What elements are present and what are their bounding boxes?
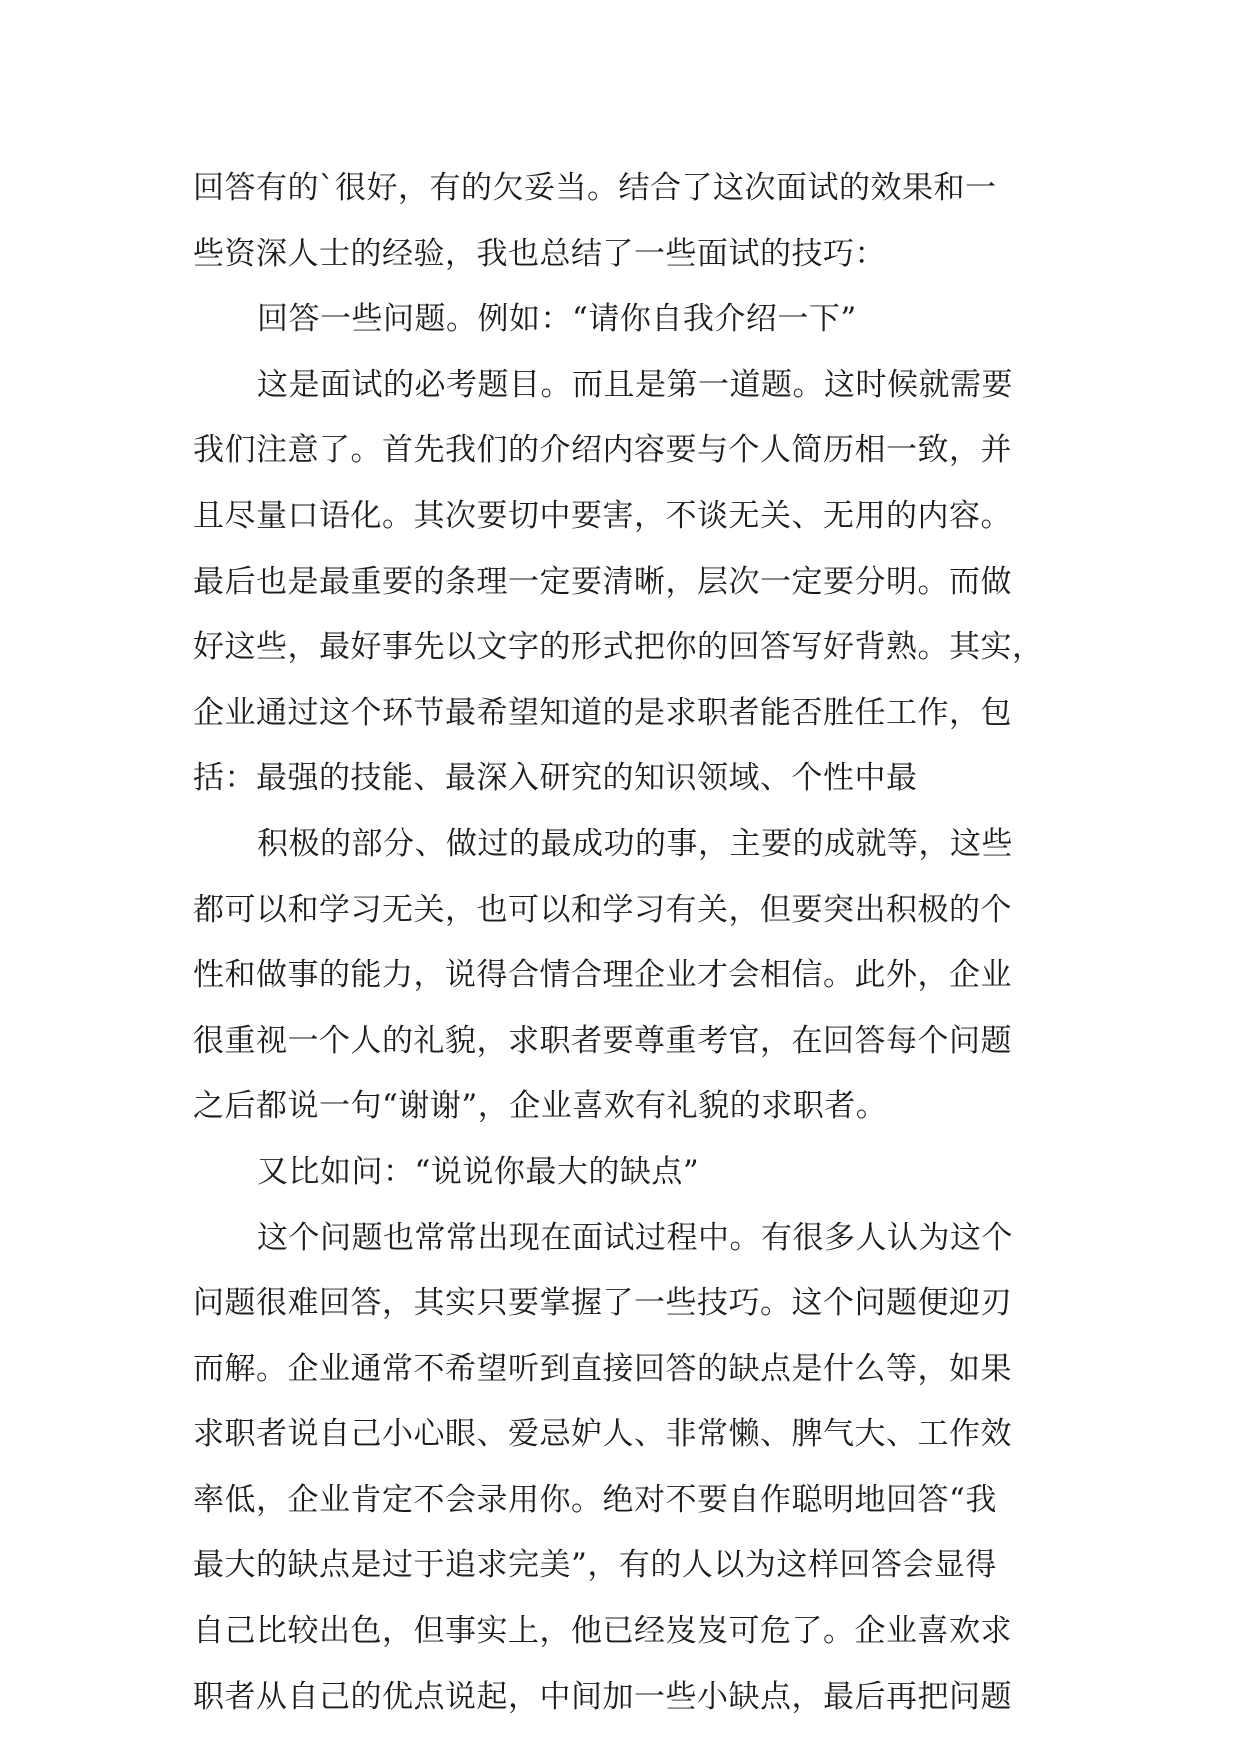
text-line: 问题很难回答，其实只要掌握了一些技巧。这个问题便迎刃 — [193, 1285, 1012, 1322]
text-line: 好这些，最好事先以文字的形式把你的回答写好背熟。其实， — [193, 629, 1044, 666]
text-line: 企业通过这个环节最希望知道的是求职者能否胜任工作，包 — [193, 694, 1012, 731]
text-line: 积极的部分、做过的最成功的事，主要的成就等，这些 — [257, 825, 1013, 862]
text-line: 些资深人士的经验，我也总结了一些面试的技巧： — [193, 235, 886, 272]
text-line: 求职者说自己小心眼、爱忌妒人、非常懒、脾气大、工作效 — [193, 1416, 1012, 1453]
text-line: 我们注意了。首先我们的介绍内容要与个人简历相一致，并 — [193, 432, 1012, 469]
text-line: 职者从自己的优点说起，中间加一些小缺点，最后再把问题 — [193, 1678, 1012, 1715]
text-line: 而解。企业通常不希望听到直接回答的缺点是什么等，如果 — [193, 1350, 1012, 1387]
text-line: 括：最强的技能、最深入研究的知识领域、个性中最 — [193, 760, 918, 797]
text-line: 都可以和学习无关，也可以和学习有关，但要突出积极的个 — [193, 891, 1012, 928]
document-body — [193, 156, 1053, 1730]
text-line: 且尽量口语化。其次要切中要害，不谈无关、无用的内容。 — [193, 497, 1012, 534]
text-line: 最后也是最重要的条理一定要清晰，层次一定要分明。而做 — [193, 563, 1012, 600]
text-line: 很重视一个人的礼貌，求职者要尊重考官，在回答每个问题 — [193, 1022, 1012, 1059]
text-line: 这是面试的必考题目。而且是第一道题。这时候就需要 — [257, 366, 1013, 403]
text-line: 之后都说一句“谢谢”，企业喜欢有礼貌的求职者。 — [193, 1088, 888, 1125]
text-line: 这个问题也常常出现在面试过程中。有很多人认为这个 — [257, 1219, 1013, 1256]
text-line: 回答一些问题。例如：“请你自我介绍一下” — [257, 301, 857, 338]
text-line: 自己比较出色，但事实上，他已经岌岌可危了。企业喜欢求 — [193, 1613, 1012, 1650]
text-line: 最大的缺点是过于追求完美”，有的人以为这样回答会显得 — [193, 1547, 997, 1584]
text-line: 率低，企业肯定不会录用你。绝对不要自作聪明地回答“我 — [193, 1481, 997, 1518]
text-line: 回答有的`很好，有的欠妥当。结合了这次面试的效果和一 — [193, 170, 997, 206]
text-line: 性和做事的能力，说得合情合理企业才会相信。此外，企业 — [193, 957, 1012, 994]
text-line: 又比如问：“说说你最大的缺点” — [257, 1153, 700, 1190]
